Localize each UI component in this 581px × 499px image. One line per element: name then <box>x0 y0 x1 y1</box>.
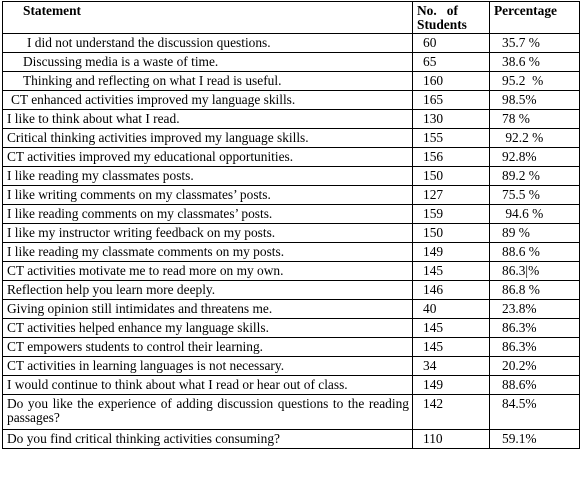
table-row <box>3 376 580 395</box>
percentage-cell: 88.6% <box>490 376 580 395</box>
student-count-cell: 146 <box>413 281 490 300</box>
statement-cell: I like reading comments on my classmates’ posts. <box>3 205 413 224</box>
student-count-cell: 34 <box>413 357 490 376</box>
table-row <box>3 148 580 167</box>
table-row <box>3 281 580 300</box>
student-count-cell: 142 <box>413 395 490 430</box>
header-statement: Statement <box>3 2 413 34</box>
statement-cell: I like writing comments on my classmates’ posts. <box>3 186 413 205</box>
student-count-cell: 60 <box>413 34 490 53</box>
percentage-cell: 20.2% <box>490 357 580 376</box>
student-count-cell: 130 <box>413 110 490 129</box>
statement-cell: Thinking and reflecting on what I read is useful. <box>3 72 413 91</box>
statement-cell: I like reading my classmate comments on my posts. <box>3 243 413 262</box>
table-row <box>3 357 580 376</box>
student-count-cell: 110 <box>413 430 490 449</box>
percentage-cell: 59.1% <box>490 430 580 449</box>
statement-cell: I like to think about what I read. <box>3 110 413 129</box>
table-header-row <box>3 2 580 34</box>
table-row <box>3 53 580 72</box>
student-count-cell: 150 <box>413 224 490 243</box>
statement-cell: CT activities in learning languages is not necessary. <box>3 357 413 376</box>
student-count-cell: 156 <box>413 148 490 167</box>
percentage-cell: 88.6 % <box>490 243 580 262</box>
percentage-cell: 98.5% <box>490 91 580 110</box>
table-row <box>3 34 580 53</box>
percentage-cell: 84.5% <box>490 395 580 430</box>
survey-results-table <box>2 1 580 449</box>
student-count-cell: 145 <box>413 262 490 281</box>
table-row <box>3 224 580 243</box>
table-row <box>3 430 580 449</box>
percentage-cell: 78 % <box>490 110 580 129</box>
student-count-cell: 159 <box>413 205 490 224</box>
percentage-cell: 89.2 % <box>490 167 580 186</box>
statement-cell: CT empowers students to control their learning. <box>3 338 413 357</box>
student-count-cell: 40 <box>413 300 490 319</box>
table-row <box>3 243 580 262</box>
table-row <box>3 262 580 281</box>
table-row <box>3 186 580 205</box>
table-row <box>3 300 580 319</box>
percentage-cell: 86.3% <box>490 319 580 338</box>
statement-cell: CT activities helped enhance my language skills. <box>3 319 413 338</box>
statement-cell: CT activities motivate me to read more on my own. <box>3 262 413 281</box>
student-count-cell: 145 <box>413 319 490 338</box>
table-row <box>3 110 580 129</box>
header-students <box>413 2 490 34</box>
student-count-cell: 155 <box>413 129 490 148</box>
statement-cell: Giving opinion still intimidates and threatens me. <box>3 300 413 319</box>
student-count-cell: 150 <box>413 167 490 186</box>
statement-cell: Do you like the experience of adding discussion questions to the reading passages? <box>3 395 413 430</box>
percentage-cell: 35.7 % <box>490 34 580 53</box>
student-count-cell: 65 <box>413 53 490 72</box>
student-count-cell: 160 <box>413 72 490 91</box>
statement-cell: CT enhanced activities improved my language skills. <box>3 91 413 110</box>
percentage-cell: 86.3% <box>490 338 580 357</box>
table-row <box>3 395 580 430</box>
table-row <box>3 167 580 186</box>
table-row <box>3 319 580 338</box>
student-count-cell: 165 <box>413 91 490 110</box>
percentage-cell: 86.8 % <box>490 281 580 300</box>
table-row <box>3 205 580 224</box>
percentage-cell: 94.6 % <box>490 205 580 224</box>
statement-cell: I did not understand the discussion questions. <box>3 34 413 53</box>
percentage-cell: 92.2 % <box>490 129 580 148</box>
percentage-cell: 89 % <box>490 224 580 243</box>
statement-cell: I like my instructor writing feedback on my posts. <box>3 224 413 243</box>
percentage-cell: 75.5 % <box>490 186 580 205</box>
percentage-cell: 38.6 % <box>490 53 580 72</box>
table-row <box>3 91 580 110</box>
student-count-cell: 149 <box>413 243 490 262</box>
percentage-cell: 23.8% <box>490 300 580 319</box>
table-body <box>3 34 580 449</box>
table-row <box>3 72 580 91</box>
statement-cell: Reflection help you learn more deeply. <box>3 281 413 300</box>
percentage-cell: 86.3|% <box>490 262 580 281</box>
statement-cell: I like reading my classmates posts. <box>3 167 413 186</box>
header-students-line2: Students <box>417 17 467 32</box>
table-row <box>3 129 580 148</box>
header-students-line1: No. of <box>417 3 458 18</box>
statement-cell: Do you find critical thinking activities consuming? <box>3 430 413 449</box>
statement-cell: I would continue to think about what I read or hear out of class. <box>3 376 413 395</box>
statement-cell: Critical thinking activities improved my language skills. <box>3 129 413 148</box>
table-row <box>3 338 580 357</box>
percentage-cell: 92.8% <box>490 148 580 167</box>
student-count-cell: 149 <box>413 376 490 395</box>
statement-cell: Discussing media is a waste of time. <box>3 53 413 72</box>
student-count-cell: 145 <box>413 338 490 357</box>
statement-cell: CT activities improved my educational opportunities. <box>3 148 413 167</box>
percentage-cell: 95.2 % <box>490 72 580 91</box>
header-percentage: Percentage <box>490 2 580 34</box>
student-count-cell: 127 <box>413 186 490 205</box>
